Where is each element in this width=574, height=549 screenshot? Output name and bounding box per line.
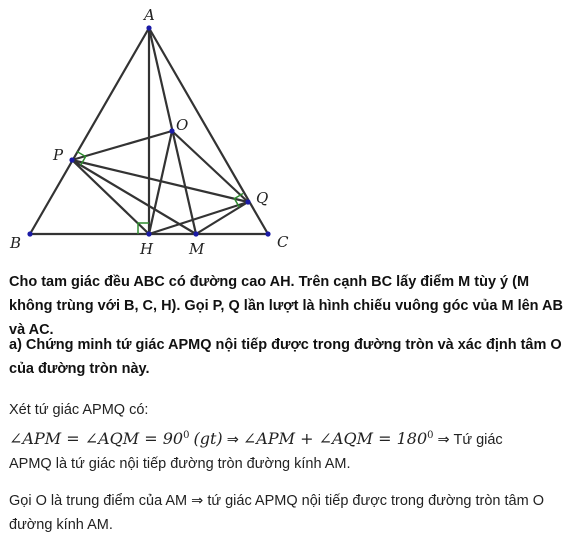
problem-part-a: a) Chứng minh tứ giác APMQ nội tiếp được trong đường tròn và xác định tâm O của đường tròn này. xyxy=(9,337,562,377)
label-h: H xyxy=(140,240,154,258)
segment-oq xyxy=(172,131,248,202)
point-q xyxy=(245,199,250,204)
label-o: O xyxy=(176,116,189,134)
point-m xyxy=(193,231,198,236)
problem-statement: Cho tam giác đều ABC có đường cao AH. Trên cạnh BC lấy điểm M tùy ý (M không trùng với B, C, H). Gọi P, Q lần lượt là hình chiếu vuông góc vủa M lên AB và AC. xyxy=(9,274,563,338)
equation-tail: Tứ giác xyxy=(453,431,503,448)
point-h xyxy=(146,231,151,236)
solution-intro: Xét tứ giác APMQ có: xyxy=(9,402,149,418)
segment-qm xyxy=(196,202,248,234)
solution-equation-continued: APMQ là tứ giác nội tiếp đường tròn đường kính AM. xyxy=(9,456,351,472)
point-b xyxy=(27,231,32,236)
label-p: P xyxy=(53,146,64,164)
solution-equation xyxy=(9,423,569,453)
segment-hq xyxy=(149,202,248,234)
conclusion-part-2: tứ giác APMQ nội tiếp được trong đường tròn tâm O xyxy=(207,493,544,509)
point-p xyxy=(69,157,74,162)
solution-conclusion xyxy=(9,489,569,537)
equation-sum: ∠APM + ∠AQM = 180 xyxy=(242,428,428,448)
equation-given: (gt) xyxy=(193,428,223,448)
label-b: B xyxy=(10,234,22,252)
label-m: M xyxy=(189,240,205,258)
segment-ab xyxy=(30,28,149,234)
equation-left: ∠APM = ∠AQM = 90 xyxy=(9,428,184,448)
segment-pm xyxy=(72,160,196,234)
implies-arrow-2: ⇒ xyxy=(437,431,450,448)
implies-arrow-1: ⇒ xyxy=(226,431,239,448)
point-o xyxy=(169,128,174,133)
degree-superscript-1: 0 xyxy=(183,430,190,441)
geometry-figure xyxy=(0,0,574,262)
label-c: C xyxy=(277,233,289,251)
conclusion-part-1: Gọi O là trung điểm của AM xyxy=(9,493,188,509)
point-c xyxy=(265,231,270,236)
conclusion-part-3: đường kính AM. xyxy=(9,517,113,533)
label-q: Q xyxy=(256,189,269,207)
implies-arrow-3: ⇒ xyxy=(191,493,204,509)
label-a: A xyxy=(144,6,155,24)
degree-superscript-2: 0 xyxy=(427,430,434,441)
point-a xyxy=(146,25,151,30)
